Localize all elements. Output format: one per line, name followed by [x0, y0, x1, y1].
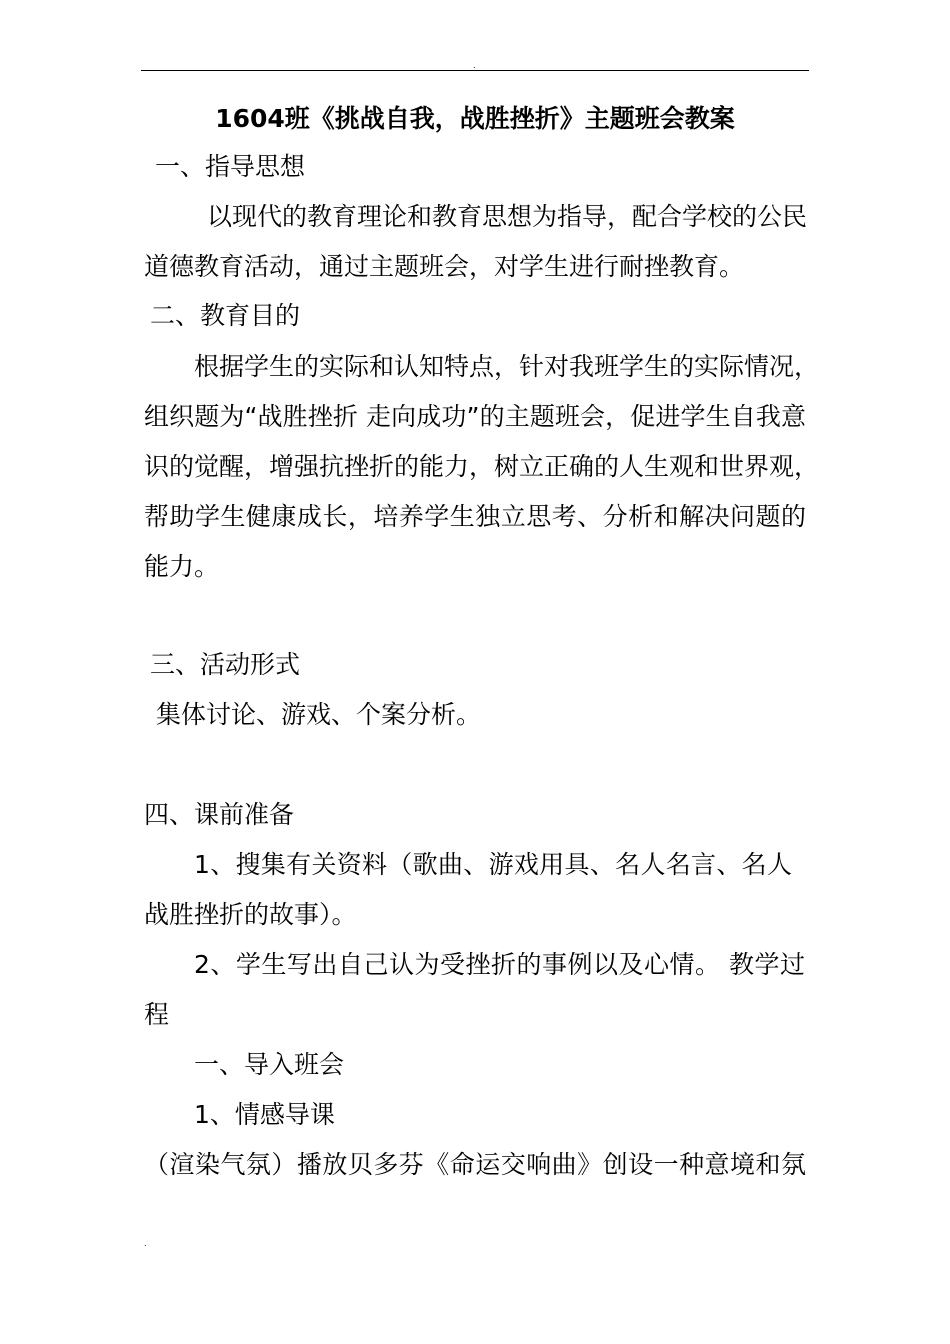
header-rule [141, 70, 809, 71]
footer-mark: . [144, 1239, 147, 1248]
section-heading-education-goal: 二、教育目的 [150, 301, 301, 330]
list-item-line: 2、学生写出自己认为受挫折的事例以及心情。 教学过 [194, 950, 805, 979]
paragraph-line: 集体讨论、游戏、个案分析。 [156, 700, 482, 729]
header-mark: . [473, 61, 476, 70]
paragraph-line: 组织题为“战胜挫折 走向成功”的主题班会，促进学生自我意 [144, 402, 806, 431]
paragraph-line: 根据学生的实际和认知特点，针对我班学生的实际情况， [194, 352, 820, 381]
paragraph-line: 道德教育活动，通过主题班会，对学生进行耐挫教育。 [144, 252, 745, 281]
paragraph-line: 能力。 [144, 552, 220, 581]
list-item-line: 1、搜集有关资料（歌曲、游戏用具、名人名言、名人 [194, 850, 792, 879]
section-heading-guiding-idea: 一、指导思想 [155, 152, 306, 181]
subsection-heading-intro: 一、导入班会 [194, 1050, 345, 1079]
document-title: 1604班《挑战自我，战胜挫折》主题班会教案 [215, 104, 735, 133]
list-item-line: 战胜挫折的故事）。 [144, 900, 357, 929]
paragraph-line: 帮助学生健康成长，培养学生独立思考、分析和解决问题的 [144, 502, 806, 531]
section-heading-activity-form: 三、活动形式 [150, 650, 301, 679]
paragraph-line: 程 [144, 1000, 170, 1029]
paragraph-line: 识的觉醒，增强抗挫折的能力，树立正确的人生观和世界观， [144, 452, 820, 481]
paragraph-line: 以现代的教育理论和教育思想为指导，配合学校的公民 [207, 202, 808, 231]
section-heading-preparation: 四、课前准备 [144, 800, 295, 829]
paragraph-line: （渲染气氛）播放贝多芬《命运交响曲》创设一种意境和氛 [144, 1150, 806, 1179]
subsection-heading-emotional-intro: 1、情感导课 [194, 1100, 335, 1129]
